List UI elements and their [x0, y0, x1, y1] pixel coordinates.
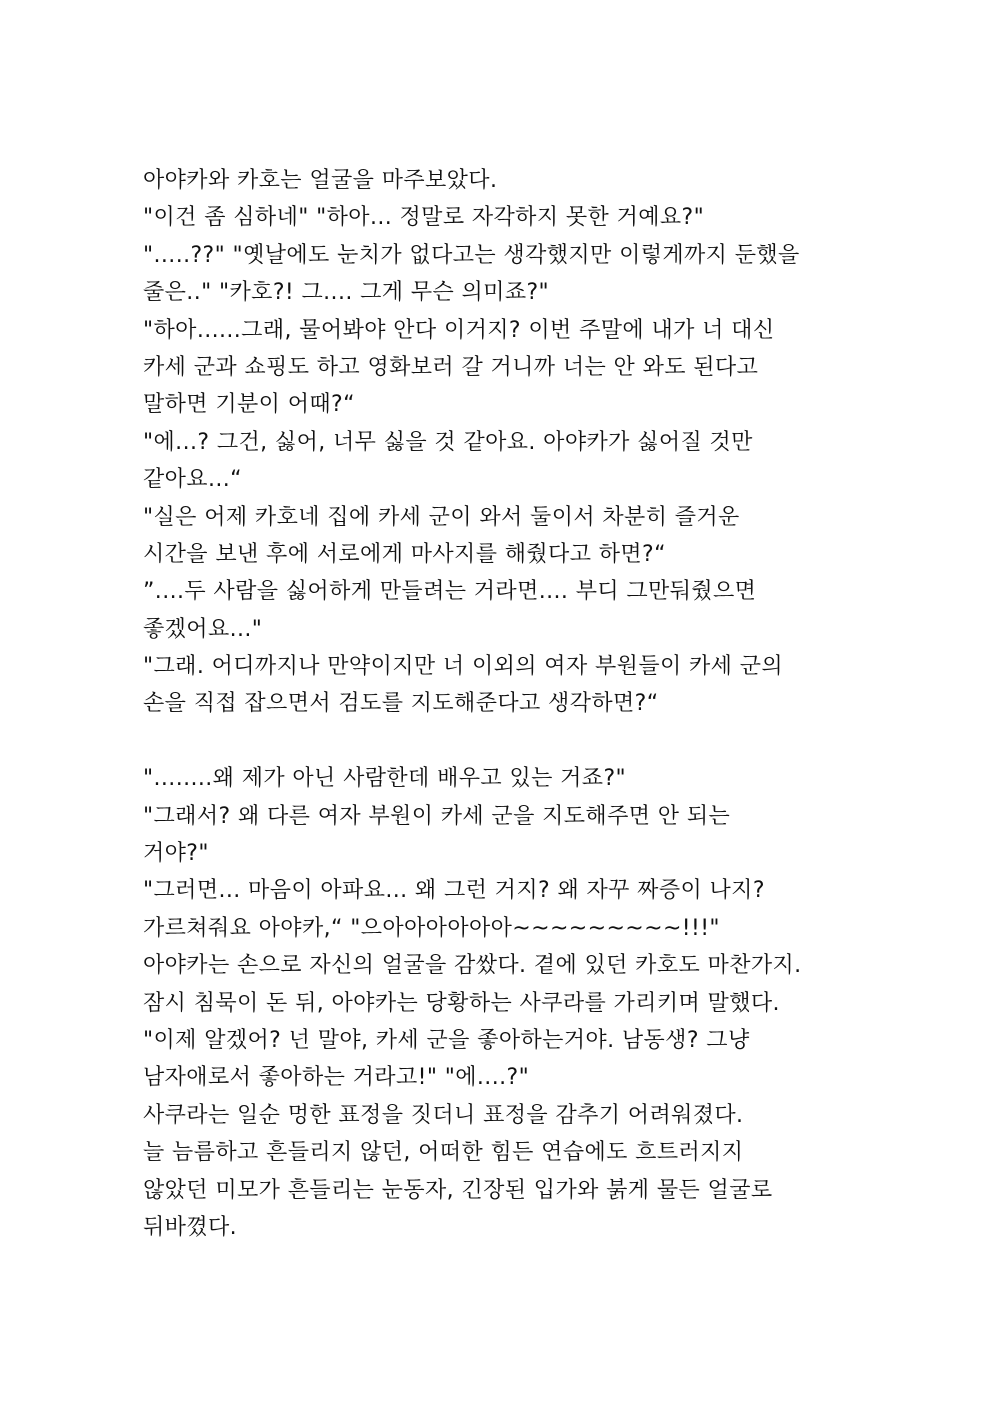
- text-line: 시간을 보낸 후에 서로에게 마사지를 해줬다고 하면?“: [143, 541, 666, 567]
- text-line: 뒤바꼈다.: [143, 1214, 238, 1240]
- text-line: 남자애로서 좋아하는 거라고!" "에....?": [143, 1065, 530, 1091]
- text-line: 아야카와 카호는 얼굴을 마주보았다.: [143, 168, 498, 193]
- text-line: 아야카는 손으로 자신의 얼굴을 감쌌다. 곁에 있던 카호도 마찬가지.: [143, 953, 802, 979]
- text-line: "그래서? 왜 다른 여자 부원이 카세 군을 지도해주면 안 되는: [143, 803, 731, 829]
- text-line: 잠시 침묵이 돈 뒤, 아야카는 당황하는 사쿠라를 가리키며 말했다.: [143, 990, 780, 1016]
- body-text: [143, 162, 863, 1246]
- text-line: "실은 어제 카호네 집에 카세 군이 와서 둘이서 차분히 즐거운: [143, 504, 740, 530]
- text-line: ”....두 사람을 싫어하게 만들려는 거라면.... 부디 그만둬줬으면: [143, 579, 757, 605]
- text-line: 거야?": [143, 841, 209, 867]
- text-line: 말하면 기분이 어때?“: [143, 392, 355, 418]
- text-line: "하아......그래, 물어봐야 안다 이거지? 이번 주말에 내가 너 대신: [143, 317, 775, 343]
- text-line: "이건 좀 심하네" "하아... 정말로 자각하지 못한 거예요?": [143, 205, 705, 231]
- text-line: 늘 늠름하고 흔들리지 않던, 어떠한 힘든 연습에도 흐트러지지: [143, 1140, 744, 1166]
- text-line: 가르쳐줘요 아야카,“ "으아아아아아아~~~~~~~~~!!!": [143, 915, 720, 941]
- text-line: "그러면... 마음이 아파요... 왜 그런 거지? 왜 자꾸 짜증이 나지?: [143, 878, 765, 904]
- text-line: 좋겠어요...": [143, 616, 263, 642]
- text-line: 손을 직접 잡으면서 검도를 지도해준다고 생각하면?“: [143, 691, 659, 717]
- text-line: 같아요...“: [143, 467, 242, 493]
- text-line: "이제 알겠어? 넌 말야, 카세 군을 좋아하는거야. 남동생? 그냥: [143, 1027, 750, 1053]
- blank-line: [143, 723, 863, 760]
- text-line: ".....??" "옛날에도 눈치가 없다고는 생각했지만 이렇게까지 둔했을: [143, 242, 800, 268]
- text-line: "그래. 어디까지나 만약이지만 너 이외의 여자 부원들이 카세 군의: [143, 654, 784, 680]
- text-line: "에...? 그건, 싫어, 너무 싫을 것 같아요. 아야카가 싫어질 것만: [143, 429, 753, 455]
- text-line: 않았던 미모가 흔들리는 눈동자, 긴장된 입가와 붉게 물든 얼굴로: [143, 1177, 773, 1203]
- text-line: 줄은.." "카호?! 그.... 그게 무슨 의미죠?": [143, 280, 550, 306]
- text-line: "........왜 제가 아닌 사람한데 배우고 있는 거죠?": [143, 766, 627, 792]
- text-line: 사쿠라는 일순 멍한 표정을 짓더니 표정을 감추기 어려워졌다.: [143, 1102, 744, 1128]
- text-line: 카세 군과 쇼핑도 하고 영화보러 갈 거니까 너는 안 와도 된다고: [143, 354, 759, 380]
